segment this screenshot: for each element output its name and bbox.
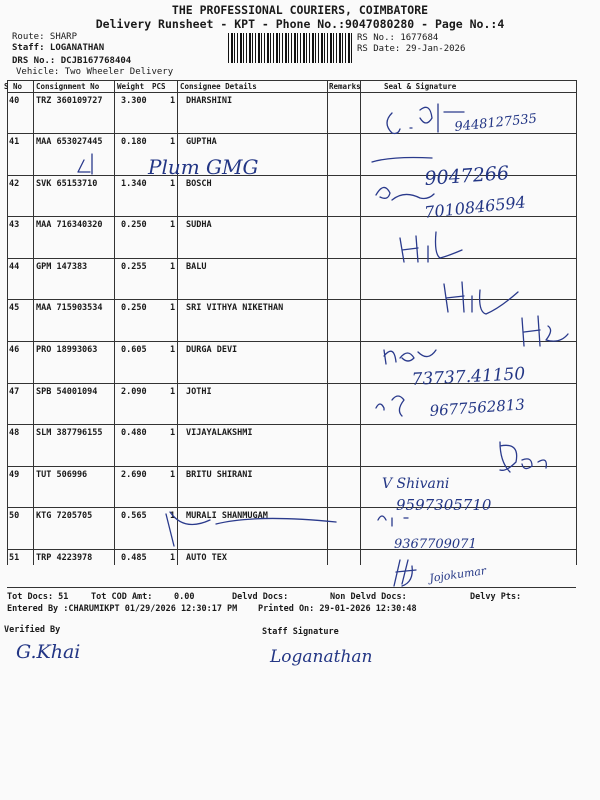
- row-consignment: TRP 4223978: [36, 553, 93, 563]
- row-pcs: 1: [170, 345, 176, 355]
- rs-number: RS No.: 1677684: [357, 33, 439, 43]
- row-consignment: SPB 54001094: [36, 387, 98, 397]
- col-consignment: Consignment No: [36, 82, 100, 91]
- row-sno: 45: [9, 303, 20, 313]
- runsheet-subtitle: Delivery Runsheet - KPT - Phone No.:9047080280 - Page No.:4: [95, 17, 505, 31]
- row-consignment: MAA 653027445: [36, 137, 103, 147]
- row-pcs: 1: [170, 303, 176, 313]
- handwritten-name: Jojokumar: [428, 564, 487, 585]
- row-sno: 46: [9, 345, 20, 355]
- total-docs: Tot Docs: 51: [7, 592, 69, 602]
- row-weight: 1.340: [121, 179, 147, 189]
- row-weight: 0.250: [121, 303, 147, 313]
- signature-mark: [384, 350, 436, 364]
- row-consignee: BOSCH: [186, 179, 212, 189]
- total-cod-value: 0.00: [174, 592, 195, 602]
- delivery-points: Delvy Pts:: [470, 592, 522, 602]
- printed-on: Printed On: 29-01-2026 12:30:48: [258, 604, 417, 614]
- row-sno: 43: [9, 220, 20, 230]
- row-sno: 47: [9, 387, 20, 397]
- row-pcs: 1: [170, 262, 176, 272]
- row-consignment: SLM 387796155: [36, 428, 103, 438]
- row-sno: 49: [9, 470, 20, 480]
- row-pcs: 1: [170, 511, 176, 521]
- row-consignee: MURALI SHANMUGAM: [186, 511, 268, 521]
- row-consignee: BRITU SHIRANI: [186, 470, 253, 480]
- col-sno: S No: [4, 82, 23, 91]
- row-consignment: GPM 147383: [36, 262, 88, 272]
- row-weight: 0.565: [121, 511, 147, 521]
- handwritten-number: 9597305710: [396, 496, 492, 514]
- signature-mark: [78, 154, 92, 174]
- handwritten-number: 9367709071: [394, 537, 477, 552]
- non-delivered-docs: Non Delvd Docs:: [330, 592, 407, 602]
- row-consignment: TUT 506996: [36, 470, 88, 480]
- handwritten-name: Plum GMG: [148, 155, 259, 179]
- handwritten-number: 7010846594: [423, 192, 527, 222]
- row-consignee: JOTHI: [186, 387, 212, 397]
- row-pcs: 1: [170, 179, 176, 189]
- row-consignee: DURGA DEVI: [186, 345, 238, 355]
- row-weight: 0.255: [121, 262, 147, 272]
- staff-signature: Loganathan: [270, 647, 373, 667]
- row-consignee: BALU: [186, 262, 207, 272]
- row-pcs: 1: [170, 387, 176, 397]
- row-sno: 51: [9, 553, 20, 563]
- row-sno: 50: [9, 511, 20, 521]
- row-sno: 40: [9, 96, 20, 106]
- row-consignment: TRZ 360109727: [36, 96, 103, 106]
- row-weight: 3.300: [121, 96, 147, 106]
- signature-mark: [500, 442, 546, 472]
- col-seal: Seal & Signature: [384, 82, 457, 91]
- row-weight: 0.605: [121, 345, 147, 355]
- staff-label: Staff: LOGANATHAN: [12, 43, 105, 53]
- row-consignee: DHARSHINI: [186, 96, 233, 106]
- handwritten-number: 73737.41150: [411, 364, 526, 390]
- rs-date: RS Date: 29-Jan-2026: [357, 44, 466, 54]
- row-consignment: MAA 716340320: [36, 220, 103, 230]
- row-consignee: GUPTHA: [186, 137, 217, 147]
- handwritten-number: 9047266: [423, 162, 510, 190]
- signature-mark: [166, 512, 336, 546]
- row-weight: 0.485: [121, 553, 147, 563]
- col-weight: Weight: [117, 82, 145, 91]
- row-weight: 0.180: [121, 137, 147, 147]
- col-consignee: Consignee Details: [180, 82, 257, 91]
- signature-mark: [376, 396, 404, 416]
- verified-signature: G.Khai: [16, 641, 81, 663]
- verified-by-label: Verified By: [4, 625, 61, 635]
- row-consignee: VIJAYALAKSHMI: [186, 428, 253, 438]
- row-pcs: 1: [170, 428, 176, 438]
- vehicle-label: Vehicle: Two Wheeler Delivery: [16, 67, 174, 77]
- delivered-docs: Delvd Docs:: [232, 592, 289, 602]
- row-weight: 0.250: [121, 220, 147, 230]
- drs-number: DRS No.: DCJB167768404: [12, 56, 132, 66]
- row-consignment: SVK 65153710: [36, 179, 98, 189]
- signature-mark: [522, 316, 568, 346]
- row-consignee: SUDHA: [186, 220, 212, 230]
- signature-mark: [387, 104, 464, 134]
- handwritten-number: 9677562813: [429, 395, 526, 420]
- row-consignee: SRI VITHYA NIKETHAN: [186, 303, 284, 313]
- row-weight: 0.480: [121, 428, 147, 438]
- signature-mark: [378, 516, 408, 526]
- signature-mark: [394, 560, 416, 586]
- row-pcs: 1: [170, 470, 176, 480]
- row-pcs: 1: [170, 553, 176, 563]
- row-consignment: PRO 18993063: [36, 345, 98, 355]
- row-pcs: 1: [170, 96, 176, 106]
- total-cod-label: Tot COD Amt:: [91, 592, 153, 602]
- row-pcs: 1: [170, 137, 176, 147]
- staff-signature-label: Staff Signature: [262, 627, 339, 637]
- col-pcs: PCS: [152, 82, 166, 91]
- row-consignment: MAA 715903534: [36, 303, 103, 313]
- company-title: THE PROFESSIONAL COURIERS, COIMBATORE: [171, 3, 429, 17]
- route-label: Route: SHARP: [12, 32, 78, 42]
- signature-mark: [372, 158, 432, 163]
- row-weight: 2.090: [121, 387, 147, 397]
- row-pcs: 1: [170, 220, 176, 230]
- signature-mark: [444, 282, 518, 314]
- handwritten-name: V Shivani: [382, 476, 450, 492]
- row-sno: 41: [9, 137, 20, 147]
- row-consignee: AUTO TEX: [186, 553, 227, 563]
- row-consignment: KTG 7205705: [36, 511, 93, 521]
- row-sno: 44: [9, 262, 20, 272]
- row-sno: 48: [9, 428, 20, 438]
- row-weight: 2.690: [121, 470, 147, 480]
- signature-mark: [400, 232, 462, 262]
- entered-by: Entered By :CHARUMIKPT 01/29/2026 12:30:17 PM: [7, 604, 238, 614]
- row-sno: 42: [9, 179, 20, 189]
- col-remarks: Remarks: [329, 82, 361, 91]
- handwritten-number: 9448127535: [453, 111, 538, 135]
